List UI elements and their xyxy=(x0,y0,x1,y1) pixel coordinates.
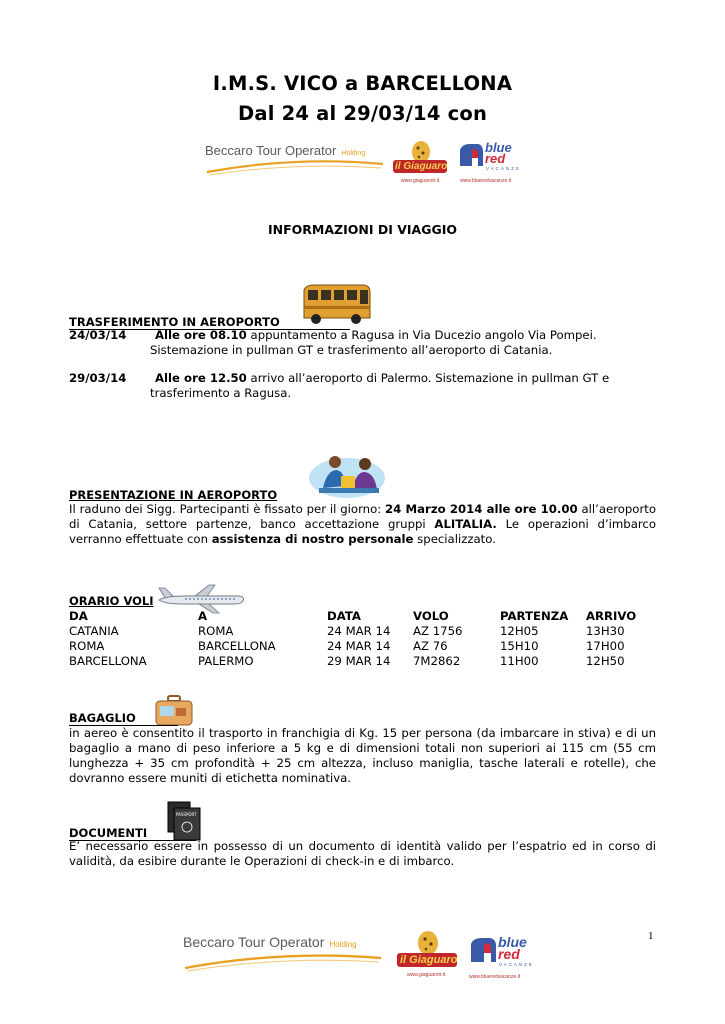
transfer-entry-2-cont: trasferimento a Ragusa. xyxy=(150,386,292,400)
logo-band-bottom xyxy=(183,930,543,984)
transfer-date-1: 24/03/14 xyxy=(69,328,127,342)
transfer-date-2: 29/03/14 xyxy=(69,371,127,385)
beccaro-swoosh-icon xyxy=(205,158,385,180)
flights-header-volo: VOLO xyxy=(413,609,449,623)
passport-label: PASSPORT xyxy=(176,812,197,817)
giaguaro-logo-bottom: il Giaguaro www.giaguarotr.it xyxy=(395,930,459,980)
flights-header-row xyxy=(69,609,656,624)
giaguaro-logo: il Giaguaro www.giaguarotr.it xyxy=(391,140,449,184)
transfer-title: TRASFERIMENTO IN AEROPORTO xyxy=(69,315,350,330)
transfer-time-2: Alle ore 12.50 xyxy=(155,371,247,385)
beccaro-logo-bottom: Beccaro Tour Operator Holding xyxy=(183,934,357,950)
flights-title: ORARIO VOLI xyxy=(69,594,154,608)
elephant-icon xyxy=(469,936,497,964)
documents-text: E’ necessario essere in possesso di un documento di identità valido per l’espatrio ed in corso di validità, da esibire durante le Operazioni di check-in e di imbarco. xyxy=(69,839,656,868)
logo-band-top xyxy=(205,138,545,188)
flights-header-partenza: PARTENZA xyxy=(500,609,569,623)
presentation-text: Il raduno dei Sigg. Partecipanti è fissato per il giorno: 24 Marzo 2014 alle ore 10.00 all’aeroporto di Catania, settore partenze, banco accettazione gruppi ALITALIA. Le operazioni d’imbarco verranno effettuate con assistenza di nostro personale specializzato. xyxy=(69,502,656,546)
baggage-title: BAGAGLIO xyxy=(69,711,178,726)
presentation-title: PRESENTAZIONE IN AEROPORTO xyxy=(69,488,278,502)
beccaro-logo: Beccaro Tour Operator Holding xyxy=(205,143,366,158)
bluered-logo: blue red VACANZE www.blueredvacanze.it xyxy=(460,140,521,184)
flights-header-data: DATA xyxy=(327,609,361,623)
flights-table xyxy=(69,609,656,669)
flights-header-arrivo: ARRIVO xyxy=(586,609,637,623)
flights-header-da: DA xyxy=(69,609,88,623)
documents-title: DOCUMENTI xyxy=(69,826,196,841)
transfer-entry-1-cont: Sistemazione in pullman GT e trasferimento all’aeroporto di Catania. xyxy=(150,343,553,357)
baggage-text: in aereo è consentito il trasporto in franchigia di Kg. 15 per persona (da imbarcare in stiva) e di un bagaglio a mano di peso inferiore a 5 kg e di dimensioni totali non superiori ai 115 cm (55 cm lunghezza + 35 cm profondità + 25 cm altezza, incluso maniglia, tasche laterali e rotelle), che dovranno essere muniti di etichetta nominativa. xyxy=(69,726,656,785)
transfer-time-1: Alle ore 08.10 xyxy=(155,328,247,342)
main-heading: INFORMAZIONI DI VIAGGIO xyxy=(268,222,457,237)
flights-header-a: A xyxy=(198,609,208,623)
table-row: BARCELLONA PALERMO 29 MAR 14 7M2862 11H00 12H50 xyxy=(69,654,625,668)
page-title-line1: I.M.S. VICO a BARCELLONA xyxy=(212,72,513,95)
table-row: CATANIA ROMA 24 MAR 14 AZ 1756 12H05 13H30 xyxy=(69,624,625,638)
bluered-logo-bottom: blue red VACANZE www.blueredvacanze.it xyxy=(469,934,534,980)
transfer-entry-2: 29/03/14 Alle ore 12.50 arrivo all’aeroporto di Palermo. Sistemazione in pullman GT e xyxy=(69,371,610,385)
elephant-icon xyxy=(458,142,484,168)
page-number: 1 xyxy=(648,930,654,942)
transfer-entry-1: 24/03/14 Alle ore 08.10 appuntamento a Ragusa in Via Ducezio angolo Via Pompei. xyxy=(69,328,597,342)
table-row: ROMA BARCELLONA 24 MAR 14 AZ 76 15H10 17H00 xyxy=(69,639,625,653)
meeting-icon xyxy=(305,452,387,500)
beccaro-swoosh-icon xyxy=(183,952,383,976)
page-title-line2: Dal 24 al 29/03/14 con xyxy=(237,102,488,125)
